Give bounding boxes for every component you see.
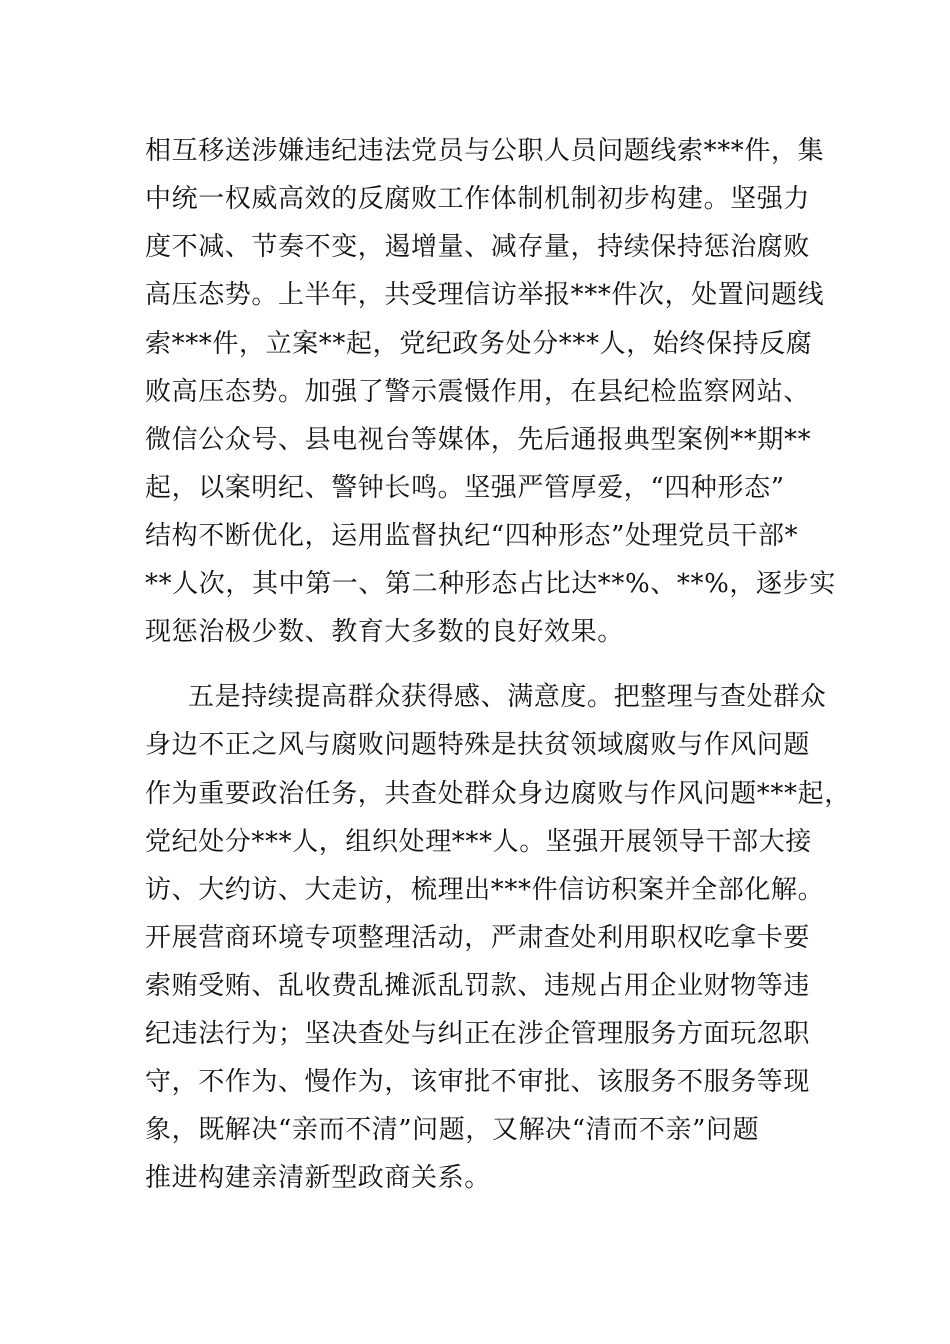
text-line: 中统一权威高效的反腐败工作体制机制初步构建。坚强力 xyxy=(145,184,811,214)
text-line: 推进构建亲清新型政商关系。 xyxy=(145,1163,491,1193)
text-line: 高压态势。上半年，共受理信访举报***件次，处置问题线 xyxy=(145,280,825,310)
text-line: 守，不作为、慢作为，该审批不审批、该服务不服务等现 xyxy=(145,1067,811,1097)
text-line: 党纪处分***人，组织处理***人。坚强开展领导干部大接 xyxy=(145,827,812,857)
text-line: 纪违法行为；坚决查处与纠正在涉企管理服务方面玩忽职 xyxy=(145,1019,811,1049)
text-line: 访、大约访、大走访，梳理出***件信访积案并全部化解。 xyxy=(145,875,825,905)
text-line: 度不减、节奏不变，遏增量、减存量，持续保持惩治腐败 xyxy=(145,232,811,262)
text-line: 相互移送涉嫌违纪违法党员与公职人员问题线索***件，集 xyxy=(145,136,825,166)
text-line: 作为重要政治任务，共查处群众身边腐败与作风问题***起， xyxy=(145,779,851,809)
text-line: 象，既解决“亲而不清”问题，又解决“清而不亲”问题 xyxy=(145,1115,760,1145)
text-line: 败高压态势。加强了警示震慑作用，在县纪检监察网站、 xyxy=(145,377,811,407)
text-line: 身边不正之风与腐败问题特殊是扶贫领域腐败与作风问题 xyxy=(145,730,811,760)
text-line: 索***件，立案**起，党纪政务处分***人，始终保持反腐 xyxy=(145,329,813,359)
text-line: 微信公众号、县电视台等媒体，先后通报典型案例**期** xyxy=(145,425,812,455)
text-line: 结构不断优化，运用监督执纪“四种形态”处理党员干部* xyxy=(145,521,799,551)
text-line: 索贿受贿、乱收费乱摊派乱罚款、违规占用企业财物等违 xyxy=(145,971,811,1001)
paragraph-first-line: 五是持续提高群众获得感、满意度。把整理与查处群众 xyxy=(188,682,827,712)
text-line: **人次，其中第一、第二种形态占比达**%、**%，逐步实 xyxy=(145,569,836,599)
text-line: 现惩治极少数、教育大多数的良好效果。 xyxy=(145,617,624,647)
text-line: 起，以案明纪、警钟长鸣。坚强严管厚爱，“四种形态” xyxy=(145,473,785,503)
text-line: 开展营商环境专项整理活动，严肃查处利用职权吃拿卡要 xyxy=(145,923,811,953)
